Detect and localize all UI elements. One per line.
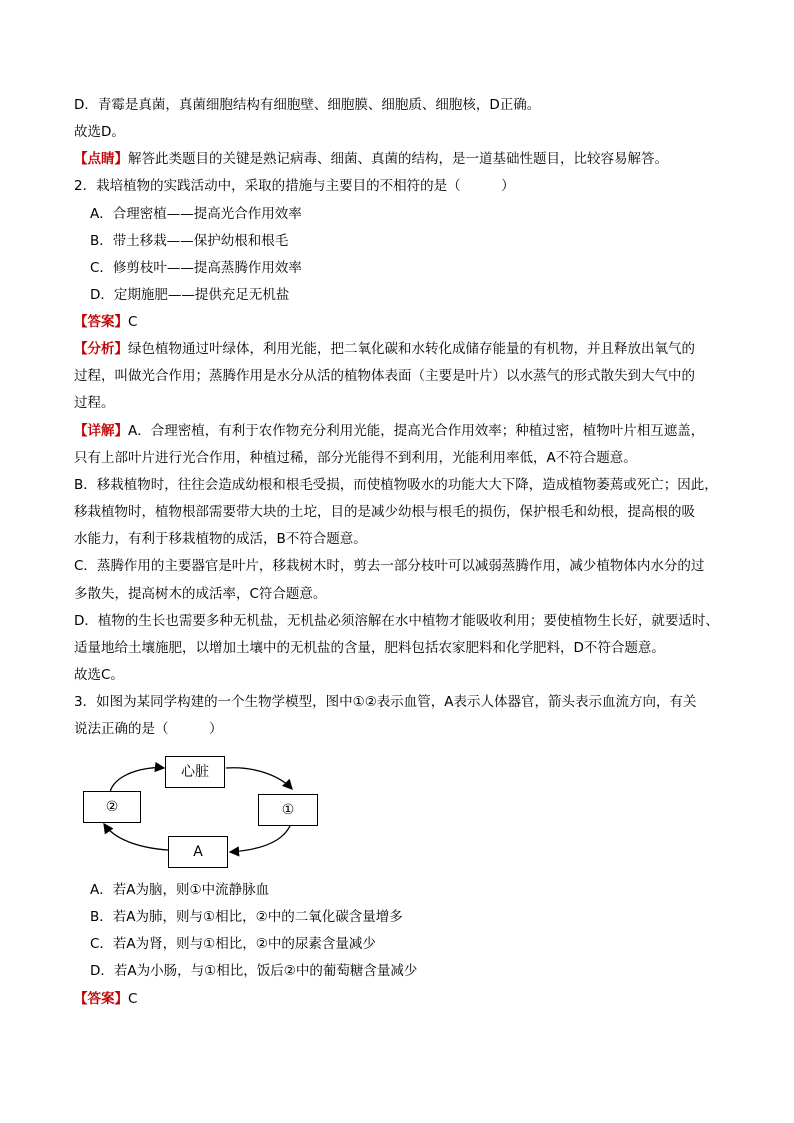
q2-analysis-line-3: 过程。 bbox=[74, 395, 115, 411]
q2-answer bbox=[74, 313, 137, 331]
analysis-text: 绿色植物通过叶绿体，利用光能，把二氧化碳和水转化成储存能量的有机物，并且释放出氧气的 bbox=[128, 341, 695, 357]
arrow-to-heart bbox=[110, 768, 164, 792]
answer-value: C bbox=[128, 991, 138, 1007]
detail-tag: 【详解】 bbox=[74, 423, 128, 439]
answer-tag: 【答案】 bbox=[74, 314, 128, 330]
heart-box: 心脏 bbox=[165, 756, 225, 788]
q2-detail-b-line-3: 水能力，有利于移栽植物的成活，B不符合题意。 bbox=[74, 531, 367, 547]
q2-detail-b-line-1: B．移栽植物时，往往会造成幼根和根毛受损，而使植物吸水的功能大大下降，造成植物萎蔫或死亡；因此， bbox=[74, 477, 718, 493]
q2-detail-a-line-1 bbox=[74, 422, 704, 440]
q2-detail-c-line-1: C．蒸腾作用的主要器官是叶片，移栽树木时，剪去一部分枝叶可以减弱蒸腾作用，减少植物体内水分的过 bbox=[74, 558, 705, 574]
q2-option-b: B．带土移栽——保护幼根和根毛 bbox=[90, 233, 289, 249]
q2-option-d: D．定期施肥——提供充足无机盐 bbox=[90, 287, 290, 303]
q2-detail-b-line-2: 移栽植物时，植物根部需要带大块的土坨，目的是减少幼根与根毛的损伤，保护根毛和幼根，提高根的吸 bbox=[74, 504, 695, 520]
q2-detail-a-line-2: 只有上部叶片进行光合作用，种植过稀，部分光能得不到利用，光能利用率低，A不符合题意。 bbox=[74, 450, 637, 466]
q2-option-a: A．合理密植——提高光合作用效率 bbox=[90, 206, 302, 222]
q2-detail-d-line-1: D．植物的生长也需要多种无机盐，无机盐必须溶解在水中植物才能吸收利用；要使植物生长好，就要适时、 bbox=[74, 613, 719, 629]
q3-option-d: D．若A为小肠，与①相比，饭后②中的葡萄糖含量减少 bbox=[90, 963, 418, 979]
q2-option-c: C．修剪枝叶——提高蒸腾作用效率 bbox=[90, 260, 302, 276]
answer-value: C bbox=[128, 314, 138, 330]
analysis-tag: 【分析】 bbox=[74, 341, 128, 357]
q2-detail-c-line-2: 多散失，提高树木的成活率，C符合题意。 bbox=[74, 586, 327, 602]
arrow-to-vessel-2 bbox=[104, 824, 168, 850]
arrow-to-vessel-1 bbox=[226, 768, 292, 789]
prev-choose: 故选D。 bbox=[74, 124, 125, 140]
detail-text: A．合理密植，有利于农作物充分利用光能，提高光合作用效率；种植过密，植物叶片相互遮盖， bbox=[128, 423, 705, 439]
q3-stem-line-2: 说法正确的是（ ） bbox=[74, 721, 223, 737]
tip-tag: 【点睛】 bbox=[74, 151, 128, 167]
prev-option-d: D．青霉是真菌，真菌细胞结构有细胞壁、细胞膜、细胞质、细胞核，D正确。 bbox=[74, 97, 541, 113]
tip-text: 解答此类题目的关键是熟记病毒、细菌、真菌的结构，是一道基础性题目，比较容易解答。 bbox=[128, 151, 668, 167]
organ-a-box: A bbox=[168, 836, 228, 868]
q3-option-a: A．若A为脑，则①中流静脉血 bbox=[90, 882, 270, 898]
answer-tag: 【答案】 bbox=[74, 991, 128, 1007]
q3-answer bbox=[74, 990, 137, 1008]
q2-analysis-line-1 bbox=[74, 340, 695, 358]
vessel-1-box: ① bbox=[258, 794, 318, 826]
q3-stem-line-1: 3．如图为某同学构建的一个生物学模型，图中①②表示血管，A表示人体器官，箭头表示血流方向，有关 bbox=[74, 694, 697, 710]
q3-option-c: C．若A为肾，则与①相比，②中的尿素含量减少 bbox=[90, 936, 376, 952]
q2-detail-d-line-2: 适量地给土壤施肥，以增加土壤中的无机盐的含量，肥料包括农家肥料和化学肥料，D不符合题意。 bbox=[74, 640, 665, 656]
q3-option-b: B．若A为肺，则与①相比，②中的二氧化碳含量增多 bbox=[90, 909, 403, 925]
prev-tip bbox=[74, 150, 668, 168]
arrow-to-organ bbox=[230, 826, 290, 852]
q2-choose: 故选C。 bbox=[74, 667, 124, 683]
q2-stem: 2．栽培植物的实践活动中，采取的措施与主要目的不相符的是（ ） bbox=[74, 178, 515, 194]
vessel-2-box: ② bbox=[83, 791, 141, 823]
q2-analysis-line-2: 过程，叫做光合作用；蒸腾作用是水分从活的植物体表面（主要是叶片）以水蒸气的形式散失到大气中的 bbox=[74, 368, 695, 384]
blood-circulation-diagram bbox=[70, 744, 330, 874]
